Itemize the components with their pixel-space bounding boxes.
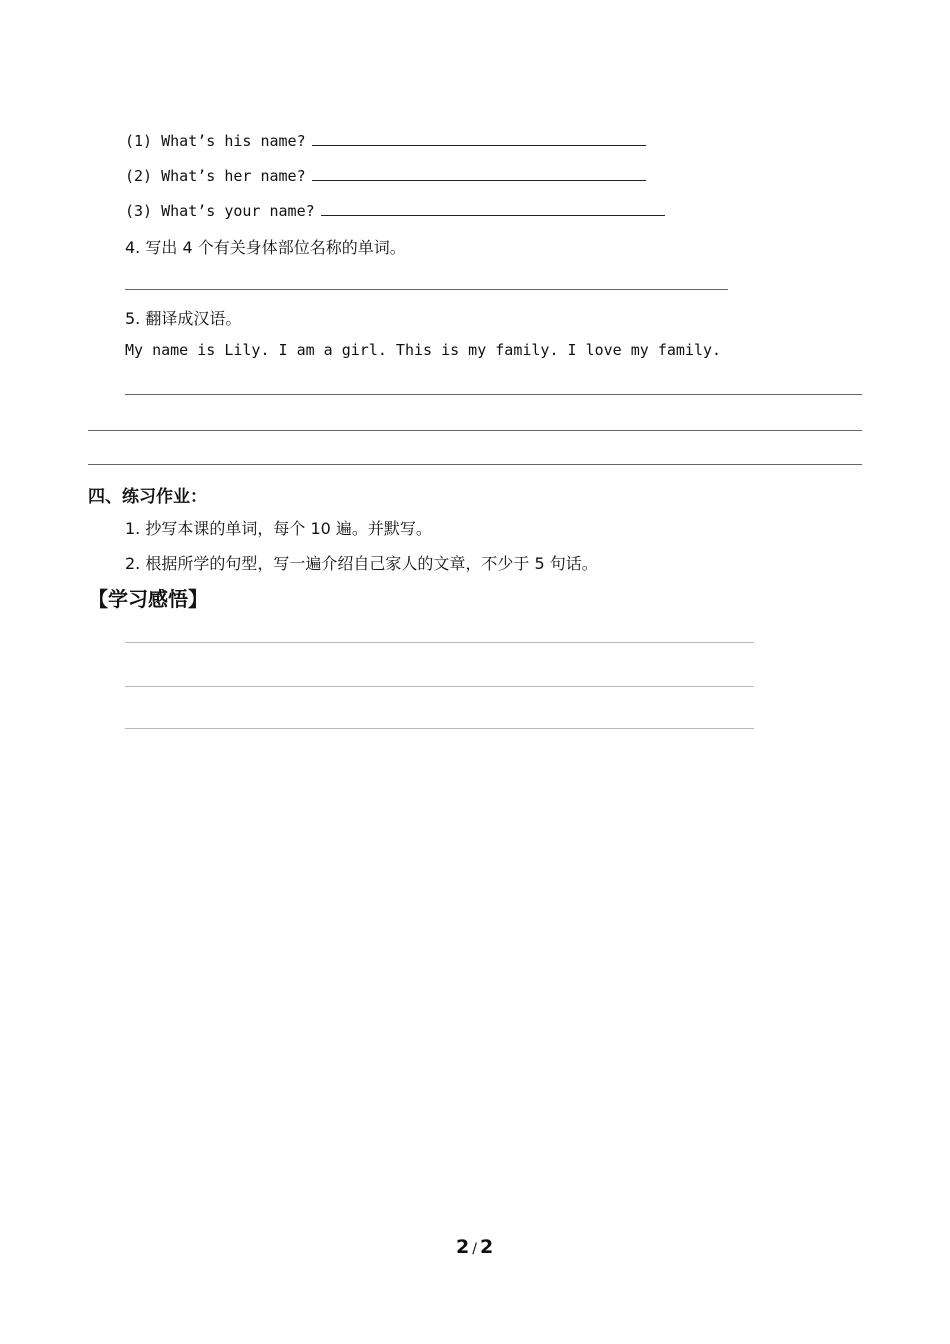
question-5-sentence: My name is Lily. I am a girl. This is my family. I love my family. — [125, 341, 722, 359]
page-separator: / — [472, 1241, 477, 1257]
homework-item-1: 1. 抄写本课的单词，每个 10 遍。并默写。 — [125, 519, 432, 538]
page-number — [456, 1236, 493, 1258]
homework-title: 四、练习作业： — [88, 487, 207, 507]
page-current: 2 — [456, 1236, 470, 1258]
question-5: 5. 翻译成汉语。 — [125, 309, 242, 328]
answer-line-1[interactable] — [312, 130, 646, 146]
reflection-title: 【学习感悟】 — [88, 587, 208, 611]
question-3-text: (3) What’s your name? — [125, 202, 315, 220]
answer-line-3[interactable] — [321, 200, 665, 216]
answer-line-5c[interactable] — [88, 464, 862, 465]
question-4: 4. 写出 4 个有关身体部位名称的单词。 — [125, 238, 406, 257]
reflection-line-3[interactable] — [125, 728, 754, 729]
answer-line-4[interactable] — [125, 289, 728, 290]
reflection-line-2[interactable] — [125, 686, 754, 687]
question-3 — [125, 200, 665, 220]
question-2 — [125, 165, 646, 185]
question-1 — [125, 130, 646, 150]
answer-line-5b[interactable] — [88, 430, 862, 431]
homework-item-2: 2. 根据所学的句型，写一遍介绍自己家人的文章，不少于 5 句话。 — [125, 554, 598, 573]
reflection-line-1[interactable] — [125, 642, 754, 643]
answer-line-5a[interactable] — [125, 394, 862, 395]
page-total: 2 — [479, 1236, 494, 1258]
question-2-text: (2) What’s her name? — [125, 167, 306, 185]
question-1-text: (1) What’s his name? — [125, 132, 306, 150]
answer-line-2[interactable] — [312, 165, 646, 181]
